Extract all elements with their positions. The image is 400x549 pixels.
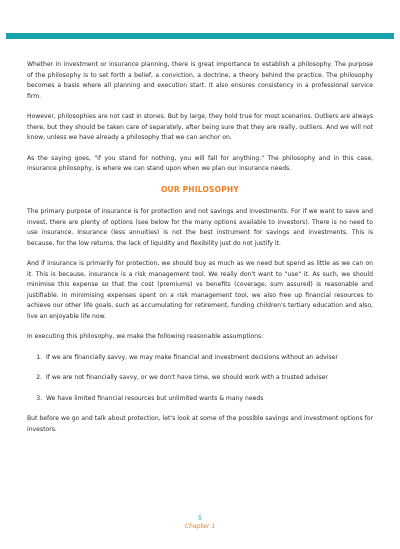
body-paragraph: The primary purpose of insurance is for protection and not savings and investments. For if we want to save and invest, there are plenty of options (see below for the many options available to investors). There is no need to use insurance. Insurance (less annuities) is not the best instrument for savings and investments. This is because, for the low returns, the lack of liquidity and flexibility just do not justify it. [27,208,373,247]
page-body [27,60,373,445]
assumptions-list [27,353,373,405]
page-footer [0,515,400,531]
page-number: 5 [198,515,202,522]
body-paragraph: In executing this philosophy, we make the following reasonable assumptions: [27,333,264,340]
section-heading: OUR PHILOSOPHY [160,184,240,194]
body-paragraph: And if insurance is primarily for protection, we should buy as much as we need but spend as little as we can on it. This is because, insurance is a risk management tool. We really don't want to "use" it. As such, we should minimise this expense so that the cost (premiums) vs benefits (coverage, sum assured) is reasonable and justifiable. In minimising expenses spent on a risk management tool, we also free up financial resources to achieve our other life goals, such as accumulating for retirement, funding children's tertiary education and also, live an enjoyable life now. [27,260,373,320]
intro-paragraph: However, philosophies are not cast in stones. But by large, they hold true for most scenarios. Outliers are always there, but they should be taken care of separately, after being sure that they are really, outliers. And we will not know, unless we have already a philosophy that we can anchor on. [27,113,373,141]
list-item: 1. If we are financially savvy, we may make financial and investment decisions without an adviser [44,353,373,364]
header-rule [6,33,394,39]
chapter-label: Chapter 1 [184,523,216,530]
intro-paragraph: Whether in investment or insurance planning, there is great importance to establish a philosophy. The purpose of the philosophy is to set forth a belief, a conviction, a doctrine, a theory behind the practice. The philosophy becomes a basis where all planning and execution start. It also ensures consistency in a professional service firm. [27,61,373,100]
closing-paragraph: But before we go and talk about protection, let's look at some of the possible savings and investment options for investors. [27,415,373,433]
intro-paragraph: As the saying goes, "if you stand for nothing, you will fall for anything." The philosophy and in this case, insurance philosophy, is where we can stand upon when we plan our insurance needs. [27,154,373,172]
list-item: 3. We have limited financial resources but unlimited wants & many needs [44,394,373,405]
list-item: 2. If we are not financially savvy, or we don't have time, we should work with a trusted adviser [44,373,373,384]
